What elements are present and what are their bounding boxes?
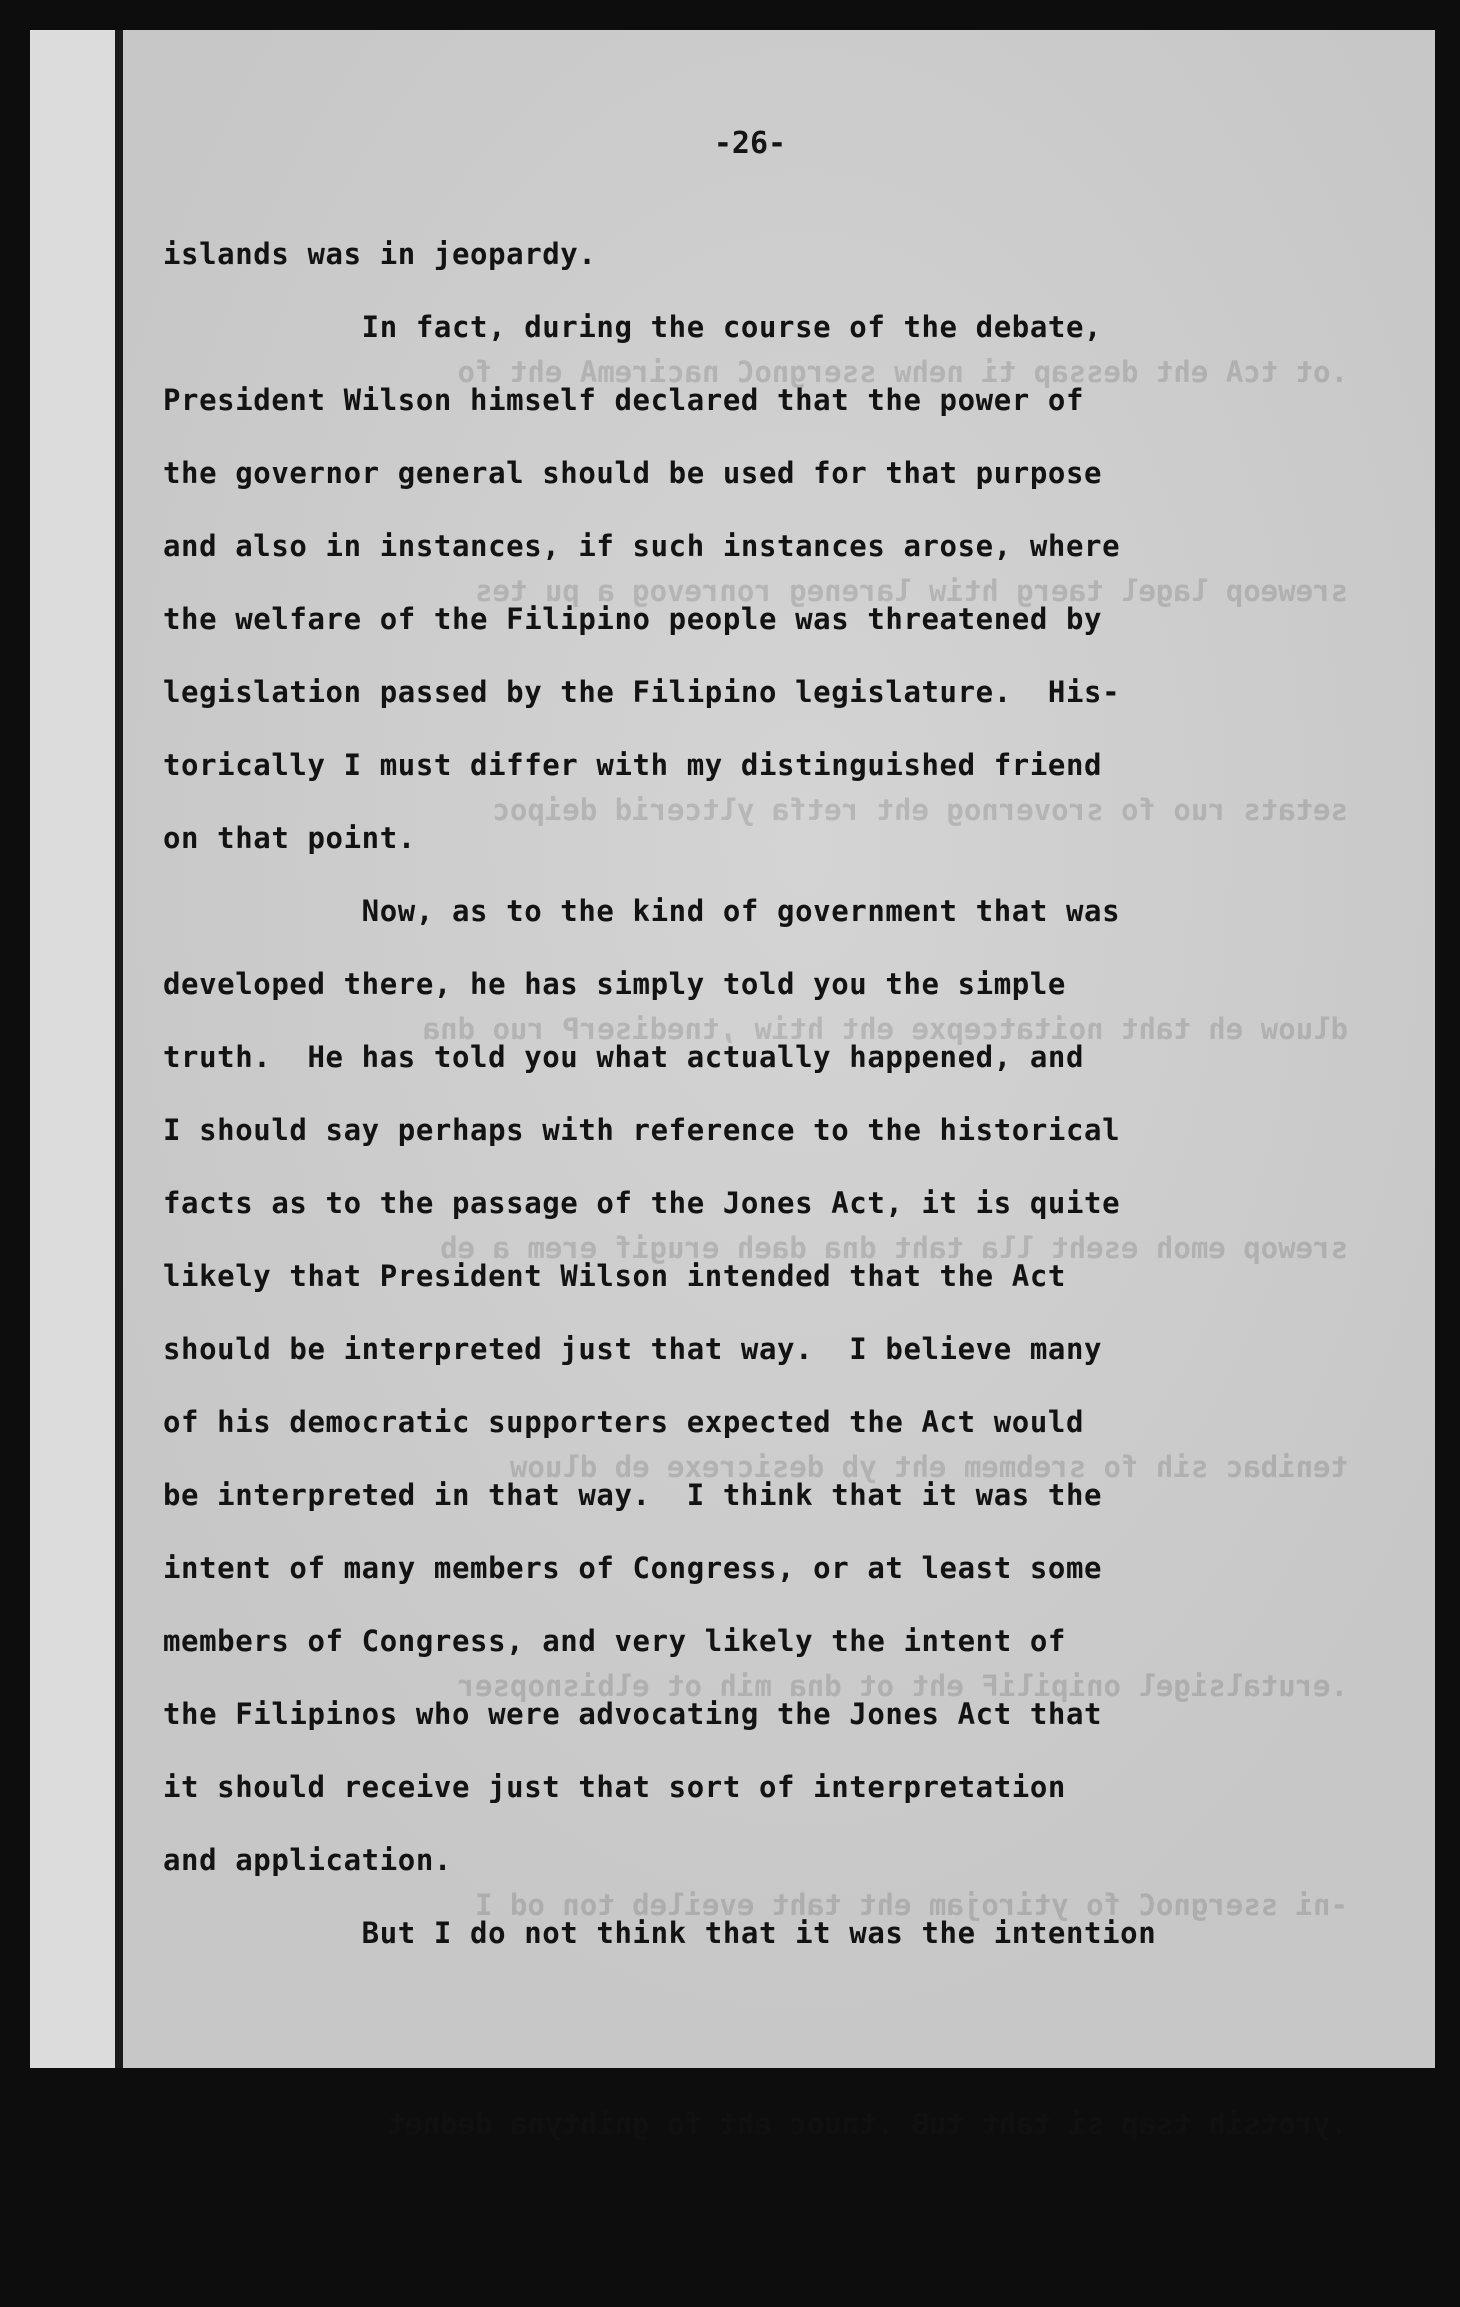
text-line: the welfare of the Filipino people was threatened by: [163, 602, 1103, 636]
text-line: be interpreted in that way. I think that it was the: [163, 1478, 1103, 1512]
binding-margin: [30, 30, 115, 2068]
text-line: members of Congress, and very likely the intent of: [163, 1624, 1066, 1658]
text-line: But I do not think that it was the intention: [163, 1916, 1157, 1950]
text-line: truth. He has told you what actually happened, and: [163, 1040, 1085, 1074]
text-line: it should receive just that sort of interpretation: [163, 1770, 1066, 1804]
text-line: President Wilson himself declared that the power of: [163, 383, 1085, 417]
page-number: -26-: [713, 126, 787, 161]
text-line: developed there, he has simply told you the simple: [163, 967, 1066, 1001]
margin-rule-line: [115, 30, 123, 2068]
text-line: torically I must differ with my distinguished friend: [163, 748, 1103, 782]
text-line: and also in instances, if such instances arose, where: [163, 529, 1121, 563]
text-line: the Filipinos who were advocating the Jones Act that: [163, 1697, 1103, 1731]
text-line: likely that President Wilson intended that the Act: [163, 1259, 1066, 1293]
text-line: and application.: [163, 1843, 452, 1877]
text-line: the governor general should be used for that purpose: [163, 456, 1103, 490]
text-line: on that point.: [163, 821, 416, 855]
text-line: I should say perhaps with reference to the historical: [163, 1113, 1121, 1147]
text-line: Now, as to the kind of government that was: [163, 894, 1121, 928]
typed-text-body: [163, 218, 1333, 1970]
text-line: intent of many members of Congress, or at least some: [163, 1551, 1103, 1585]
text-line: should be interpreted just that way. I believe many: [163, 1332, 1103, 1366]
text-line: legislation passed by the Filipino legislature. His-: [163, 675, 1121, 709]
text-line: of his democratic supporters expected the Act would: [163, 1405, 1085, 1439]
reverse-side-bleed-through: .ot tcA eht dessap ti nehw ssergnoC naciremA eht fo sreweop lagel taerg htiw lareneg ronrevog a pu tes setats ruo fo srovernog eht retfa yltcerid deipoc dluow eh taht noitatcepxe eht htiw ,tnediserP ruo dna srewop emoh eseht lla taht dna daeh erugif erem a eb tenibac sih fo srebmem eht yb desicrexe eb dluow .erutalsigel onipiliF eht ot dna mih ot elbisnopser -ni ssergnoC fo ytirojam eht taht eveileb ton od I .yrotsih tsap si taht tuB .tnuoc eht fo gnihtyna dednet: [387, 355, 1348, 2141]
text-line: facts as to the passage of the Jones Act, it is quite: [163, 1186, 1121, 1220]
text-line: islands was in jeopardy.: [163, 237, 597, 271]
text-line: In fact, during the course of the debate,: [163, 310, 1103, 344]
